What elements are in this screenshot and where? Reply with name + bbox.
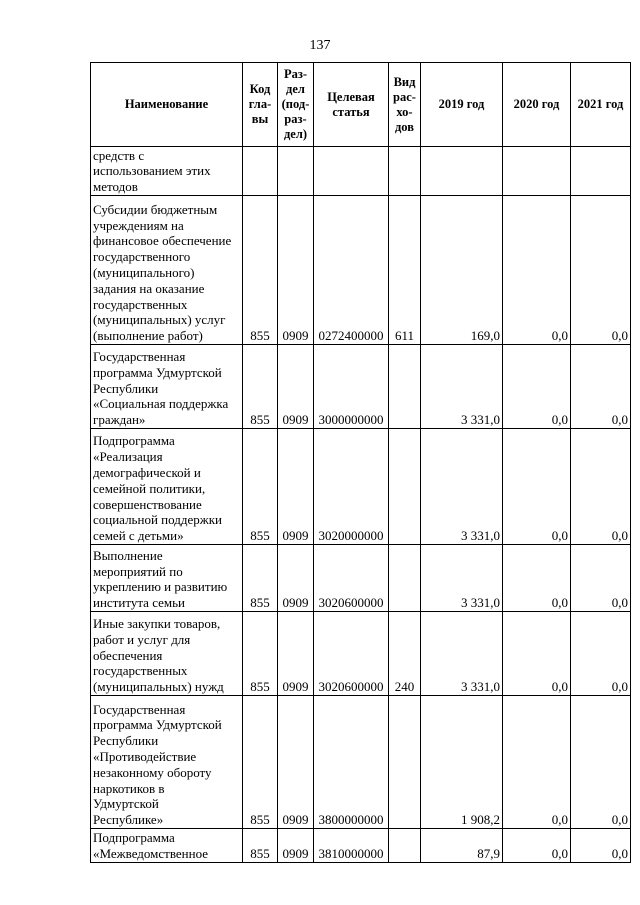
- cell-2021: 0,0: [571, 829, 631, 863]
- cell-2021: 0,0: [571, 429, 631, 545]
- cell-target: 3020600000: [314, 545, 389, 612]
- table-row: [91, 612, 631, 696]
- table-row: [91, 147, 631, 196]
- cell-section: 0909: [278, 612, 314, 696]
- cell-code: 855: [243, 545, 278, 612]
- cell-code: 855: [243, 696, 278, 829]
- cell-target: 3800000000: [314, 696, 389, 829]
- page-number: 137: [309, 38, 331, 53]
- cell-2019: 3 331,0: [421, 612, 503, 696]
- cell-2019: 169,0: [421, 196, 503, 345]
- cell-section: 0909: [278, 696, 314, 829]
- cell-2019: 3 331,0: [421, 545, 503, 612]
- table-row: [91, 829, 631, 863]
- header-name: Наименование: [91, 63, 243, 147]
- cell-type: [389, 829, 421, 863]
- cell-section: 0909: [278, 829, 314, 863]
- cell-target: 0272400000: [314, 196, 389, 345]
- cell-2020: 0,0: [503, 429, 571, 545]
- cell-type: [389, 696, 421, 829]
- cell-2021: 0,0: [571, 345, 631, 429]
- cell-target: 3810000000: [314, 829, 389, 863]
- cell-section: [278, 147, 314, 196]
- cell-name: Государственная программа Удмуртской Республики «Противодействие незаконному обороту наркотиков в Удмуртской Республике»: [91, 696, 243, 829]
- cell-name: Выполнение мероприятий по укреплению и развитию института семьи: [91, 545, 243, 612]
- header-2020: 2020 год: [503, 63, 571, 147]
- cell-2020: [503, 147, 571, 196]
- cell-code: 855: [243, 429, 278, 545]
- cell-type: [389, 345, 421, 429]
- cell-type: 611: [389, 196, 421, 345]
- cell-target: [314, 147, 389, 196]
- header-row: [91, 63, 631, 147]
- budget-table: [90, 62, 631, 863]
- table-row: [91, 545, 631, 612]
- header-code: Код гла- вы: [243, 63, 278, 147]
- cell-name: Субсидии бюджетным учреждениям на финансовое обеспечение государственного (муниципального) задания на оказание государственных (муниципальных) услуг (выполнение работ): [91, 196, 243, 345]
- cell-type: [389, 545, 421, 612]
- table-row: [91, 345, 631, 429]
- cell-2020: 0,0: [503, 345, 571, 429]
- cell-code: [243, 147, 278, 196]
- table-row: [91, 429, 631, 545]
- cell-section: 0909: [278, 345, 314, 429]
- cell-2021: 0,0: [571, 545, 631, 612]
- cell-code: 855: [243, 829, 278, 863]
- header-target: Целевая статья: [314, 63, 389, 147]
- cell-name: Иные закупки товаров, работ и услуг для обеспечения государственных (муниципальных) нужд: [91, 612, 243, 696]
- header-type: Вид рас- хо- дов: [389, 63, 421, 147]
- cell-name: Подпрограмма «Реализация демографической и семейной политики, совершенствование социальной поддержки семей с детьми»: [91, 429, 243, 545]
- cell-2020: 0,0: [503, 829, 571, 863]
- cell-name: средств с использованием этих методов: [91, 147, 243, 196]
- cell-2019: 1 908,2: [421, 696, 503, 829]
- cell-name: Подпрограмма «Межведомственное: [91, 829, 243, 863]
- cell-type: [389, 147, 421, 196]
- cell-name: Государственная программа Удмуртской Республики «Социальная поддержка граждан»: [91, 345, 243, 429]
- cell-2020: 0,0: [503, 696, 571, 829]
- cell-code: 855: [243, 345, 278, 429]
- cell-target: 3020600000: [314, 612, 389, 696]
- cell-section: 0909: [278, 545, 314, 612]
- cell-2021: 0,0: [571, 696, 631, 829]
- cell-2021: [571, 147, 631, 196]
- cell-2019: 3 331,0: [421, 429, 503, 545]
- cell-2021: 0,0: [571, 612, 631, 696]
- cell-2019: 3 331,0: [421, 345, 503, 429]
- cell-type: [389, 429, 421, 545]
- header-2019: 2019 год: [421, 63, 503, 147]
- header-2021: 2021 год: [571, 63, 631, 147]
- table-row: [91, 696, 631, 829]
- cell-2019: 87,9: [421, 829, 503, 863]
- cell-2020: 0,0: [503, 612, 571, 696]
- cell-section: 0909: [278, 196, 314, 345]
- cell-2020: 0,0: [503, 545, 571, 612]
- cell-target: 3020000000: [314, 429, 389, 545]
- cell-code: 855: [243, 196, 278, 345]
- cell-2021: 0,0: [571, 196, 631, 345]
- header-section: Раз- дел (под- раз- дел): [278, 63, 314, 147]
- cell-target: 3000000000: [314, 345, 389, 429]
- cell-2019: [421, 147, 503, 196]
- table-row: [91, 196, 631, 345]
- cell-code: 855: [243, 612, 278, 696]
- cell-2020: 0,0: [503, 196, 571, 345]
- cell-type: 240: [389, 612, 421, 696]
- cell-section: 0909: [278, 429, 314, 545]
